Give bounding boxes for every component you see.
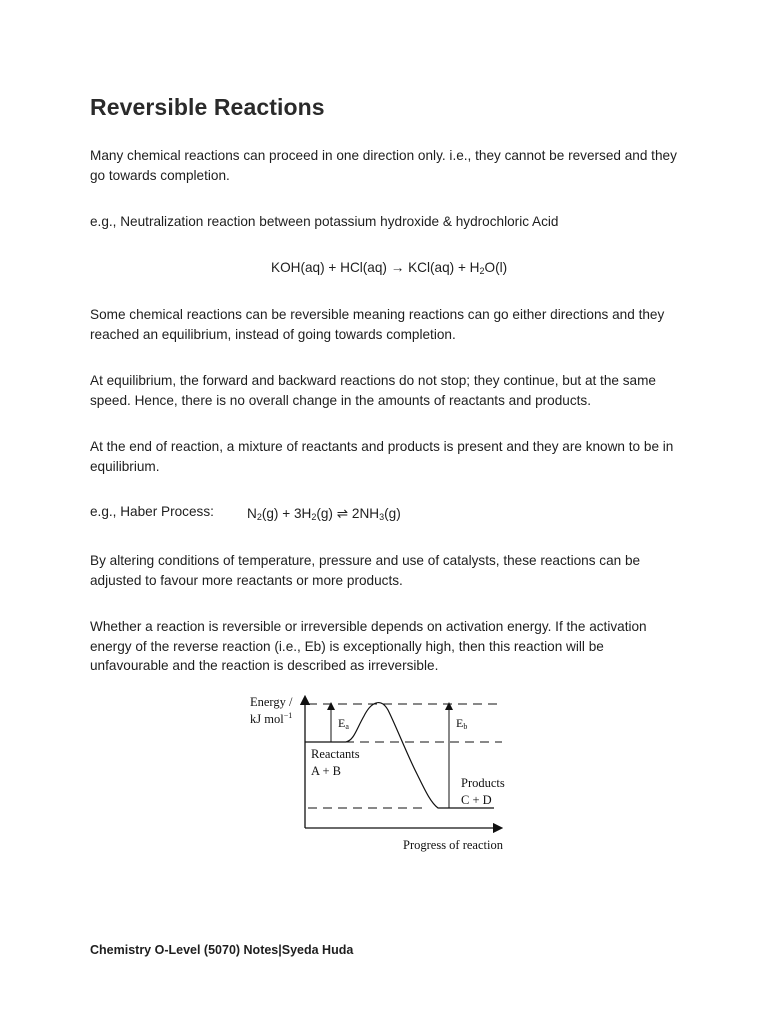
paragraph-equilibrium: At equilibrium, the forward and backward reactions do not stop; they continue, but at the same speed. Hence, there is no overall change in the amounts of reactants and products. bbox=[90, 373, 656, 408]
x-axis-label: Progress of reaction bbox=[403, 838, 503, 852]
reactants-formula: A + B bbox=[311, 764, 341, 778]
equation-arrow: → bbox=[390, 260, 405, 275]
products-formula: C + D bbox=[461, 793, 492, 807]
products-label: Products bbox=[461, 776, 505, 790]
y-axis-label-line2 bbox=[250, 711, 292, 726]
paragraph-activation-energy: Whether a reaction is reversible or irreversible depends on activation energy. If the activation energy of the reverse reaction (i.e., Eb) is exceptionally high, then this reaction will be unfavourable and the reaction is described as irreversible. bbox=[90, 619, 647, 673]
energy-profile-diagram bbox=[246, 690, 516, 855]
paragraph-mixture: At the end of reaction, a mixture of reactants and products is present and they are known to be in equilibrium. bbox=[90, 439, 674, 474]
haber-mid: (g) + 3H bbox=[261, 506, 312, 521]
footer-credit: Chemistry O-Level (5070) Notes|Syeda Huda bbox=[90, 943, 354, 957]
ea-subscript: a bbox=[345, 722, 349, 731]
reactants-label: Reactants bbox=[311, 747, 360, 761]
paragraph-reversible: Some chemical reactions can be reversible meaning reactions can go either directions and they reached an equilibrium, instead of going towards completion. bbox=[90, 307, 665, 342]
haber-h-sub: 2 bbox=[311, 512, 317, 522]
haber-label: e.g., Haber Process: bbox=[90, 504, 214, 519]
haber-n-sub: 2 bbox=[256, 512, 262, 522]
equation-neutralization bbox=[271, 258, 507, 278]
equation-haber bbox=[247, 504, 401, 524]
paragraph-neutralization-example: e.g., Neutralization reaction between potassium hydroxide & hydrochloric Acid bbox=[90, 214, 559, 229]
haber-n: N bbox=[247, 506, 257, 521]
eb-letter: E bbox=[456, 716, 464, 730]
eb-subscript: b bbox=[463, 722, 468, 731]
equation-subscript: 2 bbox=[479, 266, 485, 276]
paragraph-one-direction: Many chemical reactions can proceed in one direction only. i.e., they cannot be reversed and they go towards completion. bbox=[90, 148, 677, 183]
haber-nh-sub: 3 bbox=[379, 512, 385, 522]
y-axis-label-line1: Energy / bbox=[250, 695, 293, 709]
page-title: Reversible Reactions bbox=[90, 94, 325, 120]
equation-left: KOH(aq) + HCl(aq) bbox=[271, 260, 387, 275]
haber-end: (g) bbox=[384, 506, 401, 521]
ea-letter: E bbox=[338, 716, 346, 730]
y-axis-unit-exponent: −1 bbox=[283, 711, 293, 720]
haber-arrow-text: (g) ⇌ 2NH bbox=[316, 506, 380, 521]
ea-label bbox=[338, 716, 349, 731]
paragraph-altering-conditions: By altering conditions of temperature, pressure and use of catalysts, these reactions can be adjusted to favour more reactants or more products. bbox=[90, 553, 641, 588]
eb-label bbox=[456, 716, 467, 731]
equation-right-b: O(l) bbox=[484, 260, 508, 275]
equation-right-a: KCl(aq) + H bbox=[408, 260, 480, 275]
y-axis-unit: kJ mol bbox=[250, 712, 284, 726]
